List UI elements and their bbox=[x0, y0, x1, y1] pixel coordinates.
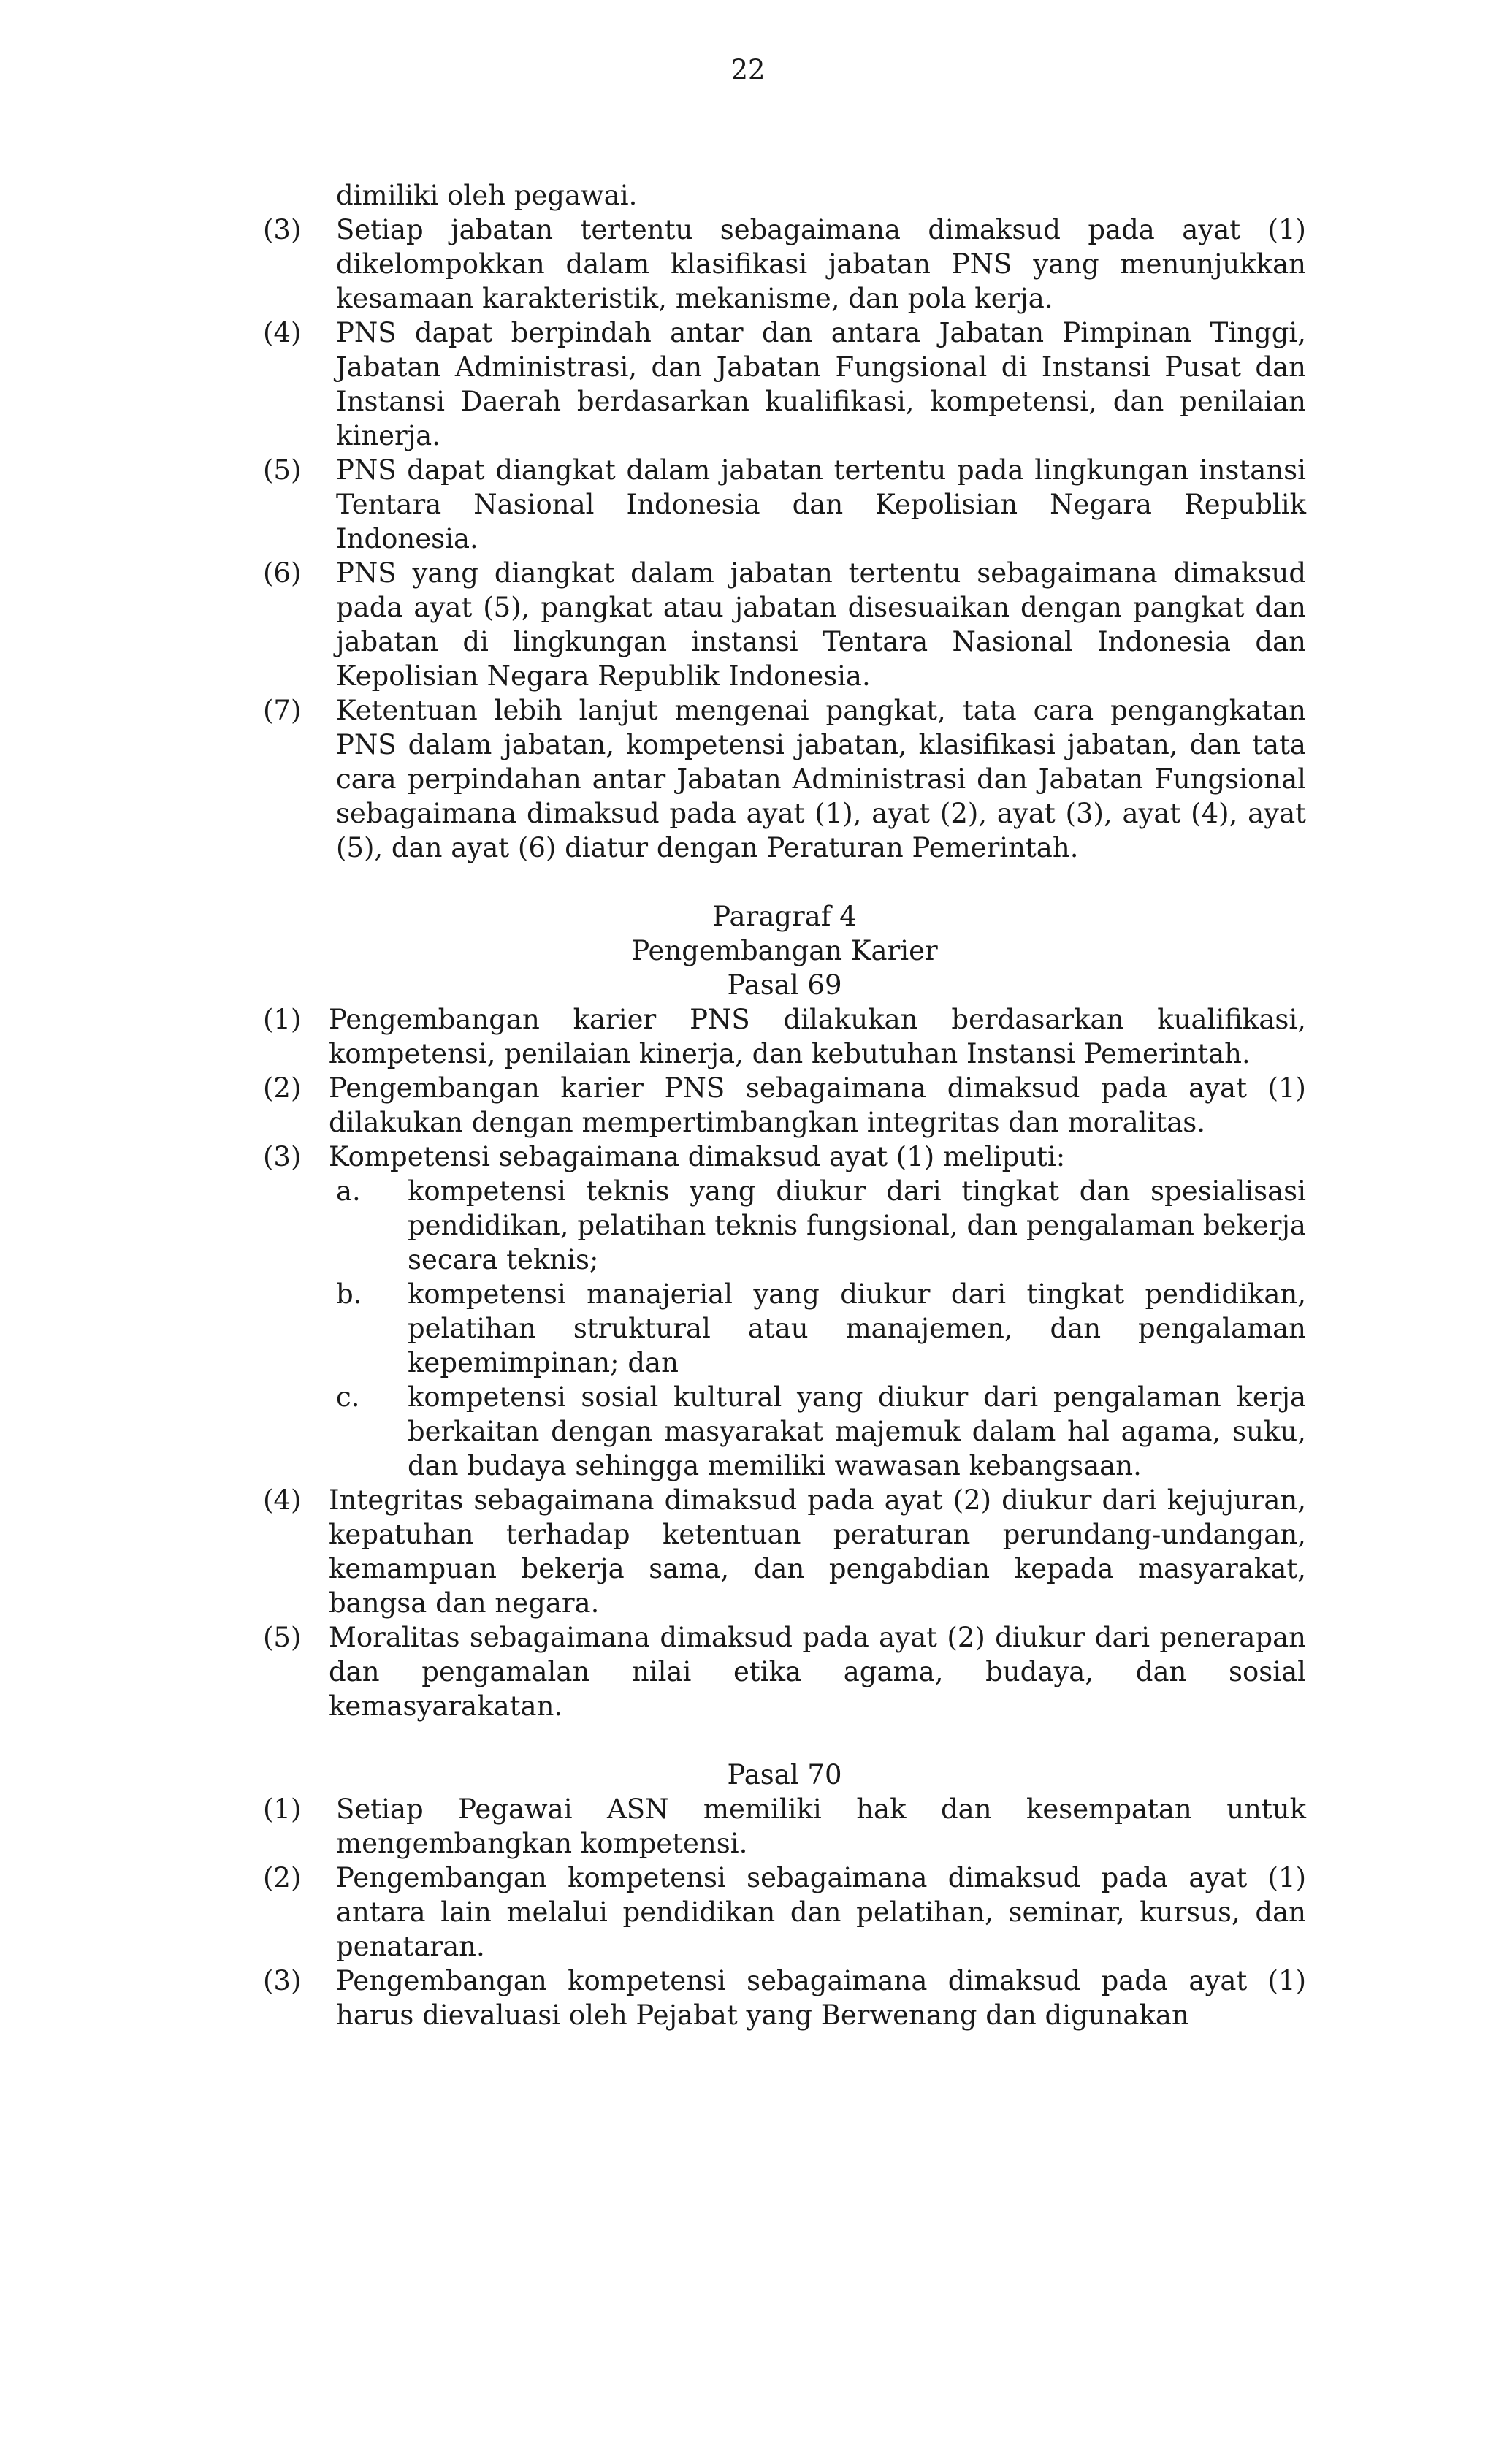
pasal-70-ayat-2 bbox=[263, 1861, 1306, 1964]
pasal-69-ayat-2 bbox=[263, 1071, 1306, 1140]
ayat-number: (3) bbox=[263, 214, 302, 245]
sub-letter: a. bbox=[336, 1175, 361, 1207]
ayat-5 bbox=[263, 453, 1306, 556]
document-body bbox=[263, 178, 1306, 2032]
sub-text: kompetensi teknis yang diukur dari tingkat dan spesialisasi pendidikan, pelatihan teknis fungsional, dan pengalaman bekerja secara teknis; bbox=[408, 1175, 1306, 1275]
ayat-text: Pengembangan karier PNS sebagaimana dimaksud pada ayat (1) dilakukan dengan mempertimbangkan integritas dan moralitas. bbox=[329, 1072, 1306, 1138]
pasal-69-ayat-3 bbox=[263, 1140, 1306, 1174]
ayat-text: Pengembangan kompetensi sebagaimana dimaksud pada ayat (1) antara lain melalui pendidikan dan pelatihan, seminar, kursus, dan penataran. bbox=[336, 1862, 1306, 1962]
ayat-7 bbox=[263, 693, 1306, 865]
sub-letter: c. bbox=[336, 1381, 360, 1413]
spacer bbox=[263, 1723, 1306, 1758]
ayat-text: Integritas sebagaimana dimaksud pada ayat (2) diukur dari kejujuran, kepatuhan terhadap ketentuan peraturan perundang-undangan, kemampuan bekerja sama, dan pengabdian kepada masyarakat, bangsa dan negara. bbox=[329, 1484, 1306, 1619]
ayat-text: Moralitas sebagaimana dimaksud pada ayat (2) diukur dari penerapan dan pengamalan nilai etika agama, budaya, dan sosial kemasyarakatan. bbox=[329, 1622, 1306, 1722]
ayat-number: (5) bbox=[263, 1622, 302, 1653]
pasal-69-ayat-5 bbox=[263, 1620, 1306, 1723]
ayat-3 bbox=[263, 213, 1306, 316]
paragraf-title: Pengembangan Karier bbox=[631, 935, 938, 966]
sub-item-c bbox=[336, 1380, 1306, 1483]
ayat-text: PNS dapat diangkat dalam jabatan tertentu pada lingkungan instansi Tentara Nasional Indonesia dan Kepolisian Negara Republik Indonesia. bbox=[336, 454, 1306, 554]
pasal-70-heading: Pasal 70 bbox=[727, 1759, 842, 1790]
pasal-69-ayat-1 bbox=[263, 1002, 1306, 1071]
ayat-6 bbox=[263, 556, 1306, 693]
pasal-69-heading: Pasal 69 bbox=[727, 969, 842, 1001]
ayat-number: (1) bbox=[263, 1793, 302, 1825]
ayat-number: (2) bbox=[263, 1862, 302, 1893]
ayat-number: (7) bbox=[263, 695, 302, 726]
ayat-number: (4) bbox=[263, 1484, 302, 1516]
ayat-number: (3) bbox=[263, 1141, 302, 1172]
pasal-70-ayat-1 bbox=[263, 1792, 1306, 1861]
ayat-text: PNS yang diangkat dalam jabatan tertentu sebagaimana dimaksud pada ayat (5), pangkat atau jabatan disesuaikan dengan pangkat dan jabatan di lingkungan instansi Tentara Nasional Indonesia dan Kepolisian Negara Republik Indonesia. bbox=[336, 557, 1306, 692]
ayat-number: (1) bbox=[263, 1004, 302, 1035]
sub-letter: b. bbox=[336, 1278, 362, 1310]
ayat-text: Pengembangan kompetensi sebagaimana dimaksud pada ayat (1) harus dievaluasi oleh Pejabat yang Berwenang dan digunakan bbox=[336, 1965, 1306, 2031]
continuation-text: dimiliki oleh pegawai. bbox=[336, 180, 638, 211]
ayat-number: (3) bbox=[263, 1965, 302, 1996]
ayat-text: Pengembangan karier PNS dilakukan berdasarkan kualifikasi, kompetensi, penilaian kinerja, dan kebutuhan Instansi Pemerintah. bbox=[329, 1004, 1306, 1069]
paragraf-heading: Paragraf 4 bbox=[712, 901, 857, 932]
page-number: 22 bbox=[730, 54, 766, 85]
spacer bbox=[263, 865, 1306, 899]
pasal-70-ayat-3 bbox=[263, 1964, 1306, 2032]
ayat-number: (5) bbox=[263, 454, 302, 486]
ayat-number: (2) bbox=[263, 1072, 302, 1104]
ayat-4 bbox=[263, 316, 1306, 453]
ayat-text: PNS dapat berpindah antar dan antara Jabatan Pimpinan Tinggi, Jabatan Administrasi, dan Jabatan Fungsional di Instansi Pusat dan Instansi Daerah berdasarkan kualifikasi, kompetensi, dan penilaian kinerja. bbox=[336, 317, 1306, 451]
sub-item-a bbox=[336, 1174, 1306, 1277]
ayat-number: (6) bbox=[263, 557, 302, 589]
ayat-number: (4) bbox=[263, 317, 302, 348]
sub-text: kompetensi manajerial yang diukur dari tingkat pendidikan, pelatihan struktural atau manajemen, dan pengalaman kepemimpinan; dan bbox=[408, 1278, 1306, 1378]
ayat-text: Ketentuan lebih lanjut mengenai pangkat, tata cara pengangkatan PNS dalam jabatan, kompetensi jabatan, klasifikasi jabatan, dan tata cara perpindahan antar Jabatan Administrasi dan Jabatan Fungsional sebagaimana dimaksud pada ayat (1), ayat (2), ayat (3), ayat (4), ayat (5), dan ayat (6) diatur dengan Peraturan Pemerintah. bbox=[336, 695, 1306, 863]
sub-text: kompetensi sosial kultural yang diukur dari pengalaman kerja berkaitan dengan masyarakat majemuk dalam hal agama, suku, dan budaya sehingga memiliki wawasan kebangsaan. bbox=[408, 1381, 1306, 1481]
ayat-text: Setiap jabatan tertentu sebagaimana dimaksud pada ayat (1) dikelompokkan dalam klasifikasi jabatan PNS yang menunjukkan kesamaan karakteristik, mekanisme, dan pola kerja. bbox=[336, 214, 1306, 314]
ayat-text: Setiap Pegawai ASN memiliki hak dan kesempatan untuk mengembangkan kompetensi. bbox=[336, 1793, 1306, 1859]
sub-item-b bbox=[336, 1277, 1306, 1380]
sub-list bbox=[197, 1174, 1306, 1483]
pasal-69-ayat-4 bbox=[263, 1483, 1306, 1620]
ayat-text: Kompetensi sebagaimana dimaksud ayat (1) meliputi: bbox=[329, 1141, 1066, 1172]
